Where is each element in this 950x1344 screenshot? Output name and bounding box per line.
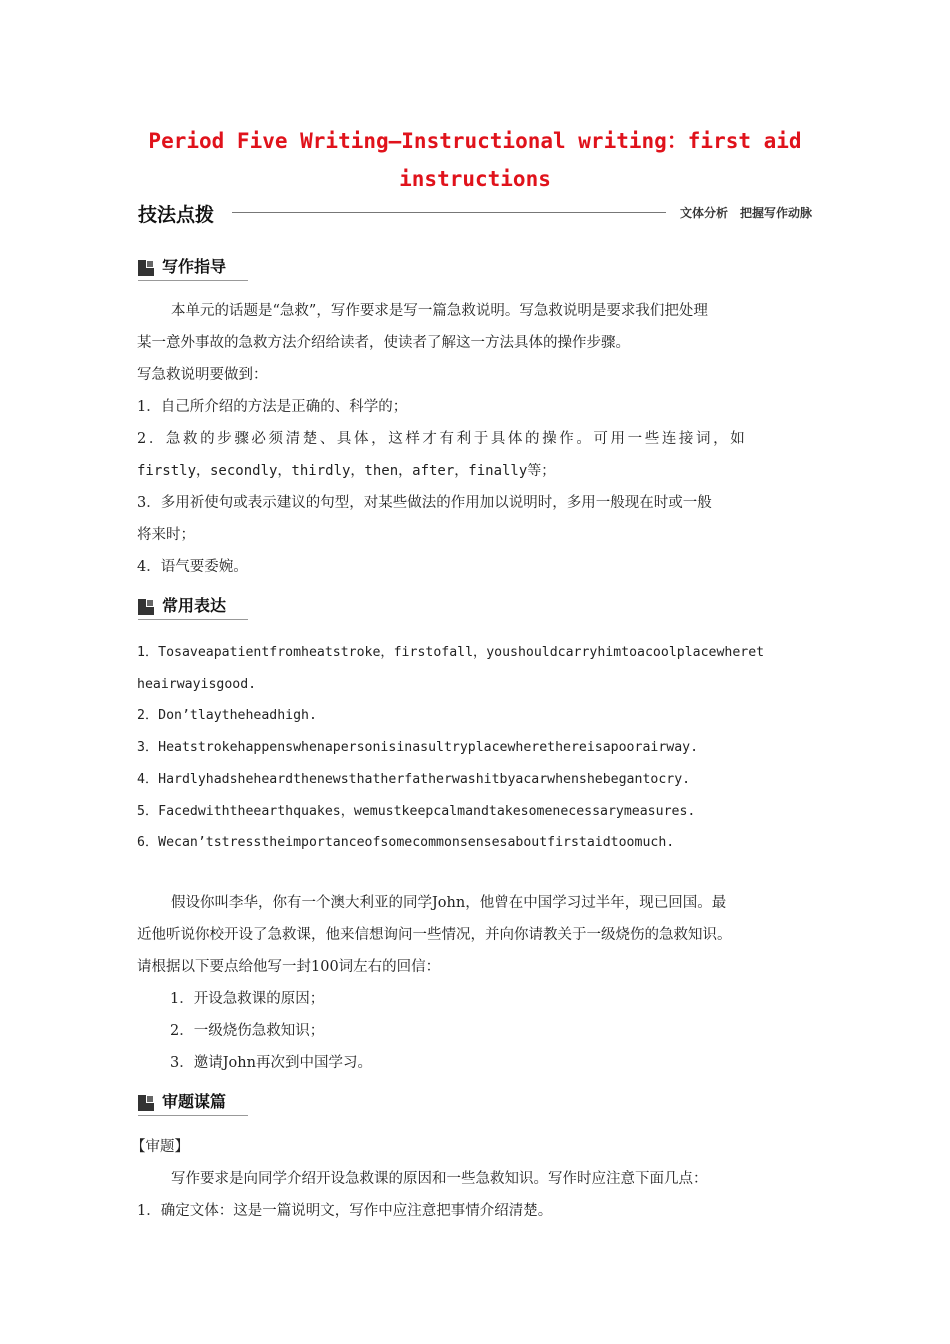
task-point: 3．邀请John再次到中国学习。 <box>170 1055 372 1071</box>
guide-line: 将来时； <box>137 527 195 543</box>
section-heading-guide <box>138 254 248 281</box>
section-heading-expressions <box>138 593 248 620</box>
section-label: 常用表达 <box>162 596 227 615</box>
guide-line: 1．自己所介绍的方法是正确的、科学的； <box>137 399 408 415</box>
expression-line: 6．Wecan’tstresstheimportanceofsomecommonsensesaboutfirstaidtoomuch. <box>137 835 675 850</box>
task-line: 请根据以下要点给他写一封100词左右的回信： <box>137 959 441 975</box>
guide-line: 3．多用祈使句或表示建议的句型，对某些做法的作用加以说明时，多用一般现在时或一般 <box>137 495 712 511</box>
section-banner <box>138 200 812 226</box>
analysis-line: 写作要求是向同学介绍开设急救课的原因和一些急救知识。写作时应注意下面几点： <box>171 1171 708 1187</box>
section-square-icon <box>138 599 154 615</box>
section-label: 写作指导 <box>162 257 227 276</box>
banner-title: 技法点拨 <box>138 204 215 226</box>
section-square-icon <box>138 1095 154 1111</box>
task-line: 近他听说你校开设了急救课，他来信想询问一些情况，并向你请教关于一级烧伤的急救知识。 <box>137 927 732 943</box>
expression-line: 3．Heatstrokehappenswhenapersonisinasultryplacewherethereisapoorairway. <box>137 740 699 755</box>
expression-line: 5．Facedwiththeearthquakes，wemustkeepcalmandtakesomenecessarymeasures. <box>137 804 696 819</box>
guide-line: 本单元的话题是“急救”，写作要求是写一篇急救说明。写急救说明是要求我们把处理 <box>171 303 708 319</box>
task-line: 假设你叫李华，你有一个澳大利亚的同学John，他曾在中国学习过半年，现已回国。最 <box>171 895 727 911</box>
analysis-line: 1．确定文体：这是一篇说明文，写作中应注意把事情介绍清楚。 <box>137 1203 553 1219</box>
guide-line: 写急救说明要做到： <box>137 367 268 383</box>
task-point: 1．开设急救课的原因； <box>170 991 325 1007</box>
guide-line: 4．语气要委婉。 <box>137 559 248 575</box>
title-line-2: instructions <box>399 167 551 191</box>
section-heading-analysis <box>138 1089 248 1116</box>
expression-line: 1．Tosaveapatientfromheatstroke，firstofall，youshouldcarryhimtoacoolplacewheret <box>137 645 765 660</box>
title-line-1: Period Five Writing—Instructional writing：first aid <box>148 129 802 153</box>
guide-line: firstly，secondly，thirdly，then，after，finally等； <box>137 463 556 479</box>
banner-divider <box>232 212 666 213</box>
expression-line: heairwayisgood. <box>137 677 257 692</box>
section-label: 审题谋篇 <box>162 1092 227 1111</box>
guide-line: 某一意外事故的急救方法介绍给读者，使读者了解这一方法具体的操作步骤。 <box>137 335 630 351</box>
expression-line: 4．Hardlyhadsheheardthenewsthatherfatherwashitbyacarwhenshebegantocry. <box>137 772 691 787</box>
page-title <box>120 122 830 198</box>
analysis-tag: 【审题】 <box>131 1139 189 1155</box>
section-square-icon <box>138 260 154 276</box>
expression-line: 2．Don’tlaytheheadhigh. <box>137 708 317 723</box>
guide-line: 2．急救的步骤必须清楚、具体，这样才有利于具体的操作。可用一些连接词，如 <box>137 431 748 447</box>
task-point: 2．一级烧伤急救知识； <box>170 1023 325 1039</box>
banner-subtitle: 文体分析 把握写作动脉 <box>679 206 812 220</box>
